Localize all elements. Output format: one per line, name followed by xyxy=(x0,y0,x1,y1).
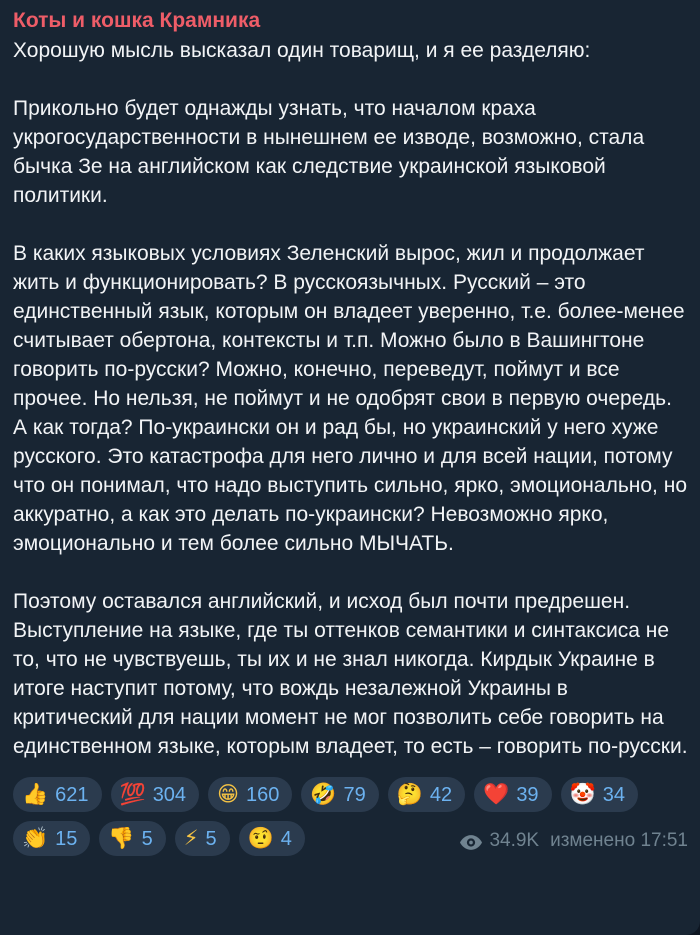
reaction-count: 42 xyxy=(429,783,453,806)
message-paragraph: Поэтому оставался английский, и исход был почти предрешен. Выступление на языке, где ты оттенков семантики и синтаксиса не то, что не чувствуешь, ты их и не знал никогда. Кирдык Украине в итоге наступит потому, что вождь незалежной Украины в критический для нации момент не мог позволить себе говорить на единственном языке, которым владеет, то есть – говорить по-русски. xyxy=(13,590,688,758)
clapping-hands-icon: 👏 xyxy=(22,827,49,850)
clown-face-icon: 🤡 xyxy=(569,783,596,806)
reaction-count: 621 xyxy=(55,783,89,806)
views-count: 34.9K xyxy=(489,830,540,851)
reactions-row-2 xyxy=(13,821,688,856)
message-paragraph: В каких языковых условиях Зеленский вырос, жил и продолжает жить и функционировать? В русскоязычных. Русский – это единственный язык, которым он владеет уверенно, т.е. более-менее считывает обертона, контексты и т.п. Можно было в Вашингтоне говорить по-русски? Можно, конечно, переведут, поймут и все прочее. Но нельзя, не поймут и не одобрят свои в первую очередь. А как тогда? По-украински он и рад бы, но украинский у него хуже русского. Это катастрофа для него лично и для всей нации, потому что он понимал, что надо выступить сильно, ярко, эмоционально, но аккуратно, а как это делать по-украински? Невозможно ярко, эмоционально и тем более сильно МЫЧАТЬ. xyxy=(13,242,687,555)
reaction-button[interactable] xyxy=(561,777,638,812)
reaction-count: 39 xyxy=(516,783,539,806)
raised-eyebrow-face-icon: 🤨 xyxy=(247,827,274,850)
thinking-face-icon: 🤔 xyxy=(396,783,423,806)
reaction-count: 304 xyxy=(152,783,187,806)
reaction-count: 79 xyxy=(343,783,366,806)
reaction-button[interactable] xyxy=(175,821,230,856)
reaction-button[interactable] xyxy=(474,777,551,812)
message-meta xyxy=(460,830,688,856)
reaction-count: 15 xyxy=(55,827,78,850)
message-paragraph: Прикольно будет однажды узнать, что началом краха укрогосударственности в нынешнем ее изводе, возможно, стала бычка Зе на английском как следствие украинской языковой политики. xyxy=(13,97,645,207)
rofl-face-icon: 🤣 xyxy=(310,783,337,806)
reaction-button[interactable] xyxy=(208,777,292,812)
reaction-count: 5 xyxy=(141,827,153,850)
reactions-bar xyxy=(13,777,688,856)
reaction-count: 34 xyxy=(602,783,625,806)
grinning-face-icon: 😁 xyxy=(217,783,239,806)
red-heart-icon: ❤️ xyxy=(483,783,510,806)
reaction-button[interactable] xyxy=(13,821,90,856)
reaction-button[interactable] xyxy=(388,777,465,812)
reaction-button[interactable] xyxy=(99,821,165,856)
message-paragraph: Хорошую мысль высказал один товарищ, и я ее разделяю: xyxy=(13,39,591,62)
hundred-points-icon: 💯 xyxy=(119,783,146,806)
reaction-count: 5 xyxy=(205,827,217,850)
reaction-count: 4 xyxy=(280,827,292,850)
message-text xyxy=(13,36,688,761)
lightning-bolt-icon: ⚡ xyxy=(183,827,199,850)
reaction-button[interactable] xyxy=(111,777,200,812)
edited-timestamp: изменено 17:51 xyxy=(550,830,688,851)
eye-icon xyxy=(460,834,482,849)
reactions-row-1 xyxy=(13,777,688,812)
reaction-button[interactable] xyxy=(301,777,378,812)
reaction-button[interactable] xyxy=(13,777,102,812)
channel-title[interactable]: Коты и кошка Крамника xyxy=(13,9,261,32)
reaction-count: 160 xyxy=(245,783,280,806)
thumbs-up-icon: 👍 xyxy=(22,783,49,806)
reaction-button[interactable] xyxy=(239,821,305,856)
thumbs-down-icon: 👎 xyxy=(108,827,135,850)
